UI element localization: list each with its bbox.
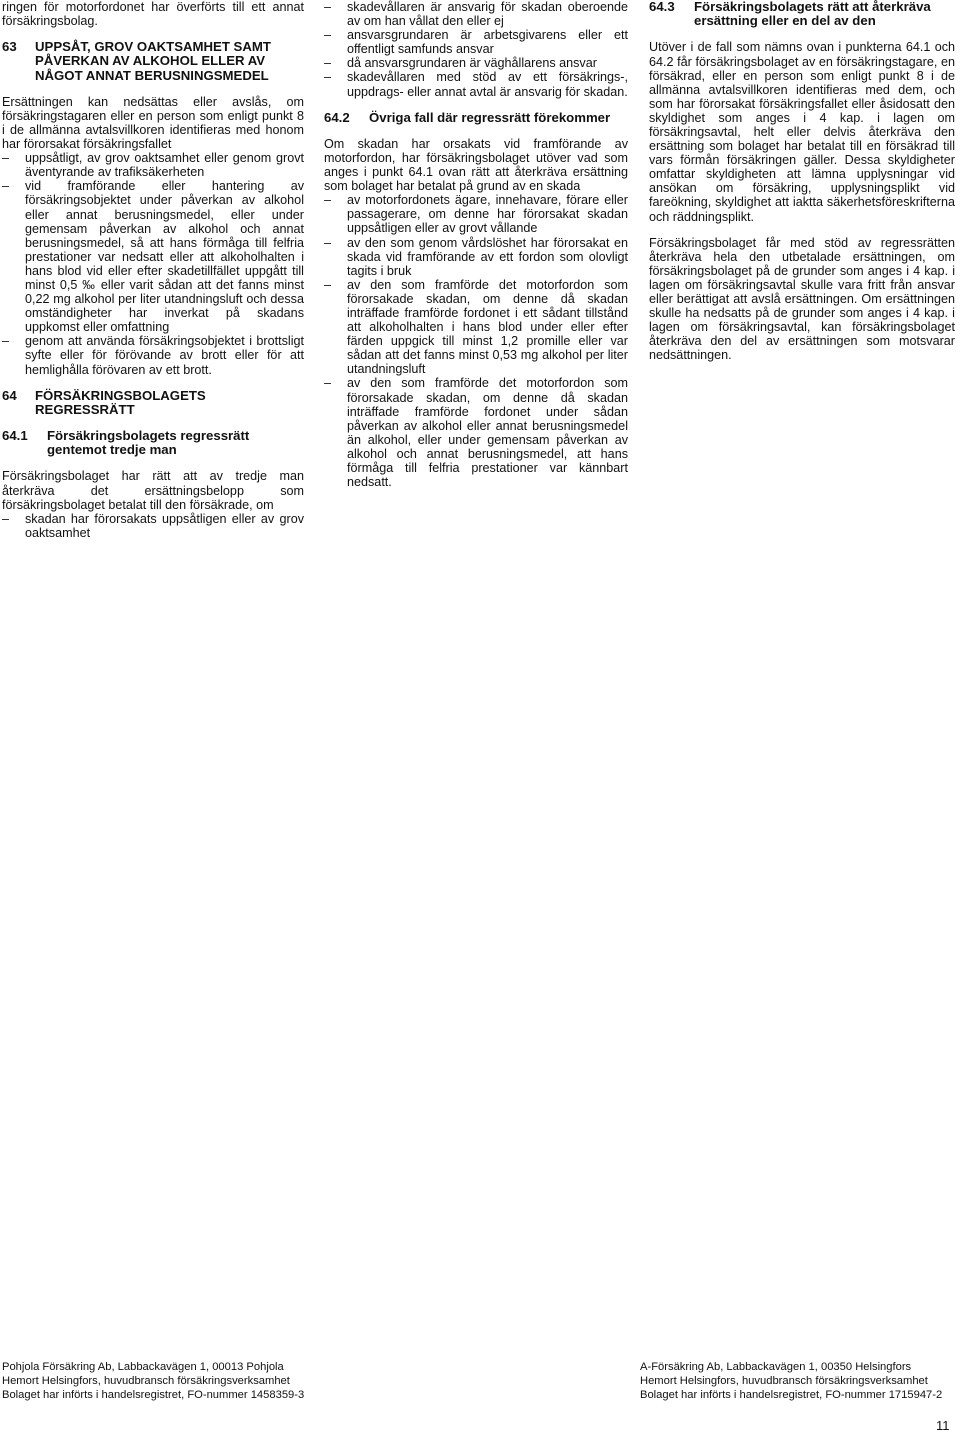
bullet-list [2,151,304,377]
page-number: 11 [936,1418,950,1433]
list-item: – ansvarsgrundaren är arbetsgivarens eller ett offentligt samfunds ansvar [324,28,628,56]
footer-line: Pohjola Försäkring Ab, Labbackavägen 1, 00013 Pohjola [2,1361,284,1373]
bullet-list [2,512,304,540]
section-title: FÖRSÄKRINGSBOLAGETS REGRESSRÄTT [35,387,206,417]
paragraph: Ersättningen kan nedsättas eller avslås, om försäkringstagaren eller en person som enligt punkt 8 i de allmänna avtalsvillkoren identifieras med honom har förorsakat försäkringsfallet [2,94,304,152]
list-item: – av den som framförde det motorfordon som förorsakade skadan, om denne då skadan inträffade framförde fordonet under sådan påverkan av alkohol eller annat berusningsmedel än alkohol, eller under gemensam påverkan av alkohol och annat berusningsmedel, att hans förmåga till felfria prestationer var kännbart nedsatt. [324,376,628,489]
subsection-64-1-heading [2,429,304,457]
paragraph: Utöver i de fall som nämns ovan i punkterna 64.1 och 64.2 får försäkringsbolaget av en försäkringstagare, en försäkrad, eller en person som enligt punkt 8 i de allmänna avtalsvillkoren identifieras med dem, och som har förorsakat försäkringsfallet eller åsidosatt den skyldighet som anges i 4 kap. i lagen om försäkringsavtal, helt eller delvis återkräva den ersättning som bolaget har betalat till en försäkrad till vars förmån försäkringen gäller. Dessa skyldigheter omfattar skyldigheten att lämna upplysningar vid ansökan om försäkring, upplysningsplikt vid fareökning, skyldighet att iaktta säkerhetsföreskrifterna och räddningsplikt. [649,40,955,224]
intro-text: ringen för motorfordonet har överförts till ett annat försäkringsbolag. [2,0,304,29]
footer-line: Bolaget har införts i handelsregistret, FO-nummer 1715947-2 [640,1389,943,1401]
footer-line: A-Försäkring Ab, Labbackavägen 1, 00350 Helsingfors [640,1361,912,1373]
list-item: – av den som genom vårdslöshet har förorsakat en skada vid framförande av ett fordon som olovligt tagits i bruk [324,236,628,278]
footer-line: Hemort Helsingfors, huvudbransch försäkringsverksamhet [2,1375,290,1387]
list-item: – genom att använda försäkringsobjektet i brottsligt syfte eller för förövande av brott eller för att hemlighålla förövaren av ett brott. [2,334,304,376]
paragraph: Om skadan har orsakats vid framförande av motorfordon, har försäkringsbolaget utöver vad som anges i punkt 64.1 ovan rätt att återkräva ersättning som bolaget har betalat på grund av en skada [324,136,628,194]
list-item: – av den som framförde det motorfordon som förorsakade skadan, om denne då skadan inträffade framförde fordonet i ett sådant tillstånd att alkoholhalten i hans blod under eller efter färden uppgick till minst 1,2 promille eller var sådan att det fanns minst 0,53 mg alkohol per liter utandningsluft [324,278,628,377]
subsection-title: Försäkringsbolagets rätt att återkräva ersättning eller en del av den [694,0,931,29]
paragraph: Försäkringsbolaget har rätt att av tredje man återkräva det ersättningsbelopp som försäkringsbolaget betalat till den försäkrade, om [2,469,304,512]
subsection-64-2-heading [324,111,628,125]
column-left [2,0,304,540]
column-right [649,0,955,362]
list-item: – vid framförande eller hantering av försäkringsobjektet under påverkan av alkohol eller annat berusningsmedel, eller under gemensam påverkan av alkohol och annat berusningsmedel, så att hans förmåga till felfria prestationer var nedsatt eller att alkoholhalten i hans blod vid eller efter skadetillfället uppgått till minst 0,5 ‰ eller varit sådan att det fanns minst 0,22 mg alkohol per liter utandningsluft och dessa omständigheter har inverkat på skadans uppkomst eller omfattning [2,179,304,334]
footer-left [2,1360,342,1402]
paragraph: Försäkringsbolaget får med stöd av regressrätten återkräva hela den utbetalade ersättningen, om försäkringsbolaget på de grunder som anges i 4 kap. i lagen om försäkringsavtal skulle vara fritt från ansvar eller berättigat att avslå ersättningen. Om ersättningen skulle ha nedsatts på de grunder som anges i 4 kap. i lagen om försäkringsavtal, kan försäkringsbolaget återkräva den del av ersättningen som motsvarar nedsättningen. [649,235,955,363]
section-63-heading [2,40,304,83]
subsection-title: Övriga fall där regressrätt förekommer [369,109,611,125]
subsection-number: 64.1 [2,428,28,444]
list-item: – då ansvarsgrundaren är väghållarens ansvar [324,56,628,70]
subsection-title: Försäkringsbolagets regressrätt gentemot tredje man [47,428,250,458]
subsection-64-3-heading [649,0,955,28]
footer-line: Bolaget har införts i handelsregistret, FO-nummer 1458359-3 [2,1389,305,1401]
list-item: – av motorfordonets ägare, innehavare, förare eller passagerare, om denne har förorsakat skadan uppsåtligen eller av grovt vållande [324,193,628,235]
footer-right [640,1360,960,1402]
footer-line: Hemort Helsingfors, huvudbransch försäkringsverksamhet [640,1375,928,1387]
section-number: 64 [2,387,17,403]
subsection-number: 64.2 [324,109,350,125]
list-item: – skadevållaren är ansvarig för skadan oberoende av om han vållat den eller ej [324,0,628,28]
list-item: – skadevållaren med stöd av ett försäkrings-, uppdrags- eller annat avtal är ansvarig för skadan. [324,70,628,98]
section-64-heading [2,389,304,417]
bullet-list [324,193,628,489]
section-number: 63 [2,39,17,55]
list-item: – skadan har förorsakats uppsåtligen eller av grov oaktsamhet [2,512,304,540]
list-item: – uppsåtligt, av grov oaktsamhet eller genom grovt äventyrande av trafiksäkerheten [2,151,304,179]
bullet-list [324,0,628,99]
section-title: UPPSÅT, GROV OAKTSAMHET SAMT PÅVERKAN AV ALKOHOL ELLER AV NÅGOT ANNAT BERUSNINGSMEDEL [35,39,271,83]
subsection-number: 64.3 [649,0,675,14]
column-middle [324,0,628,489]
